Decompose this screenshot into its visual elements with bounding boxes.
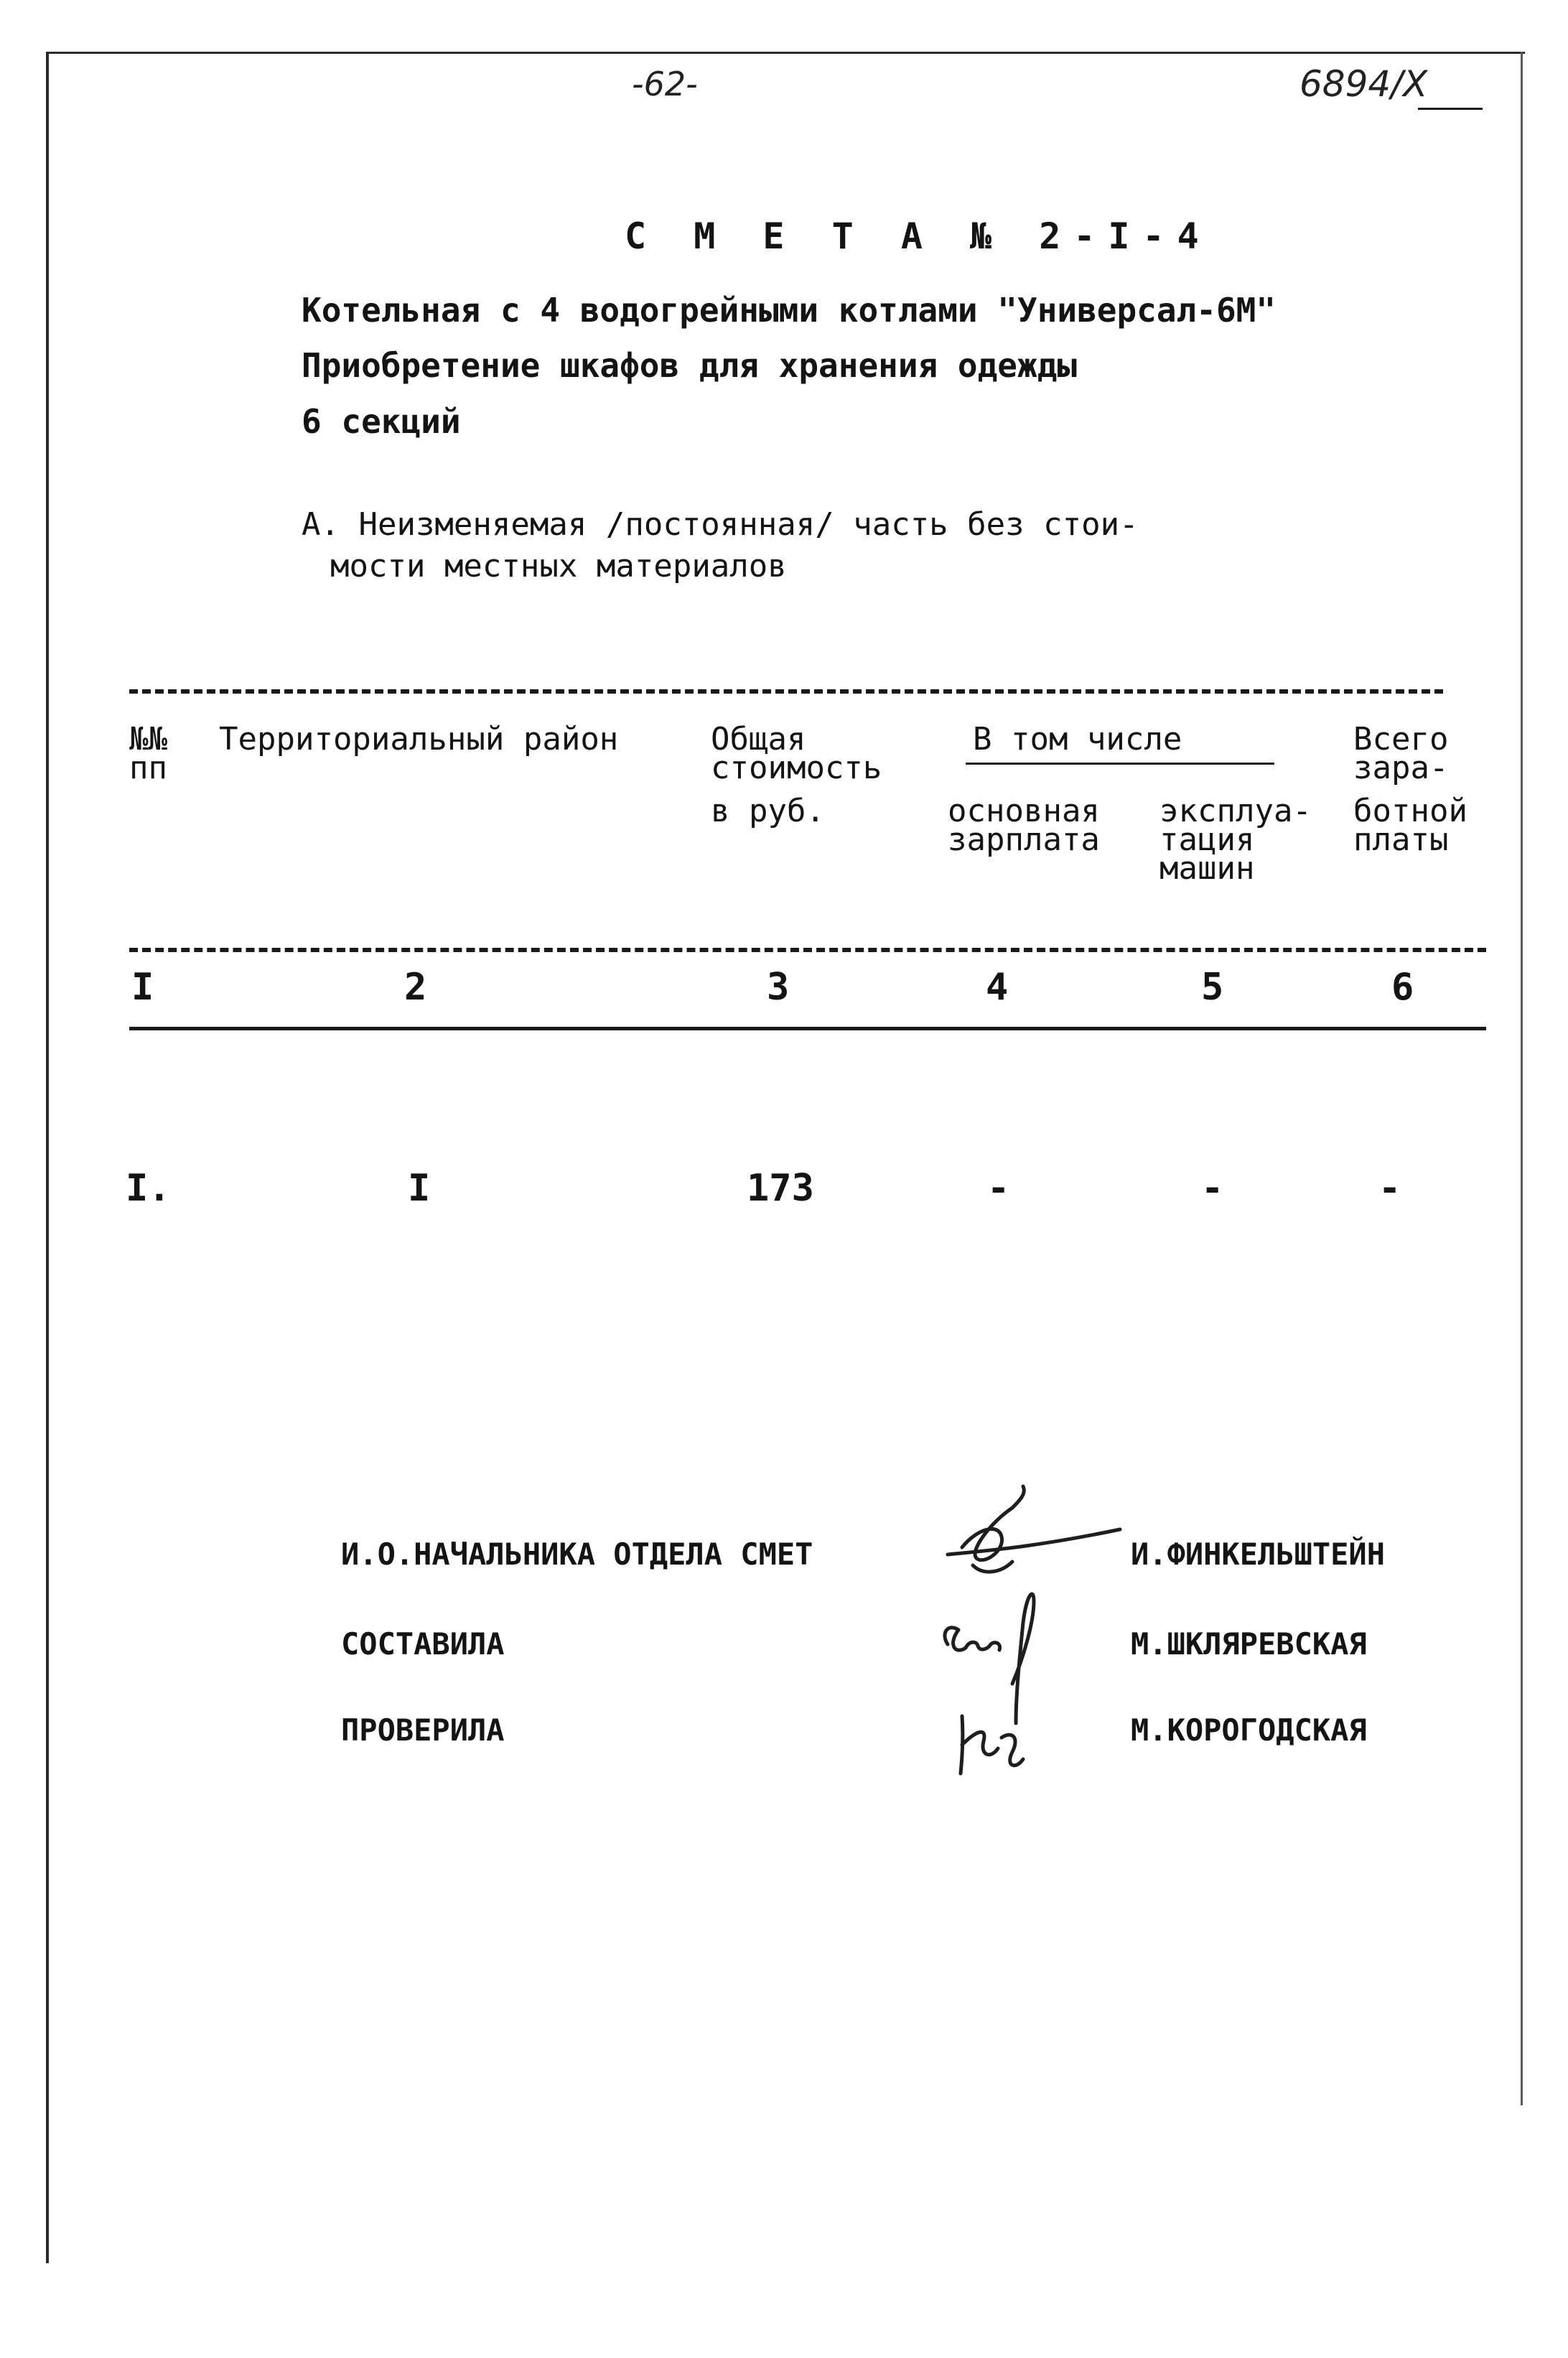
header-including-underline — [966, 763, 1274, 765]
header-district: Территориальный район — [219, 721, 619, 758]
signature-role-2: СОСТАВИЛА — [341, 1626, 505, 1662]
header-total-line-2: стоимость — [711, 750, 882, 786]
header-machine-line-2: тация — [1159, 821, 1255, 858]
header-machine-line-3: машин — [1159, 850, 1255, 887]
header-wages-line-1: Всего — [1353, 721, 1449, 758]
header-num-line-2: пп — [129, 750, 167, 786]
column-number-5: 5 — [1201, 966, 1224, 1009]
page-border-top — [46, 52, 1525, 54]
column-number-2: 2 — [404, 966, 427, 1009]
handwritten-signatures — [933, 1479, 1149, 1781]
signature-role-3: ПРОВЕРИЛА — [341, 1712, 505, 1748]
header-total-line-1: Общая — [711, 721, 806, 758]
signature-mark-2 — [945, 1628, 1000, 1650]
signature-name-1: И.ФИНКЕЛЬШТЕЙН — [1131, 1537, 1386, 1572]
row-total: 173 — [747, 1167, 814, 1210]
row-total-wages: - — [1378, 1167, 1401, 1210]
row-basic-salary: - — [987, 1167, 1010, 1210]
column-number-3: 3 — [767, 966, 790, 1009]
archive-number-underline — [1418, 108, 1483, 110]
header-basic-salary-line-1: основная — [948, 793, 1100, 829]
row-district: I — [408, 1167, 431, 1210]
column-numbers-rule — [129, 1027, 1486, 1030]
header-wages-line-2: зара- — [1353, 750, 1449, 786]
signature-mark-3 — [961, 1716, 1023, 1774]
subtitle-line-3: 6 секций — [302, 402, 461, 441]
section-line-2: мости местных материалов — [330, 548, 787, 584]
column-number-4: 4 — [986, 966, 1009, 1009]
page-border-right — [1521, 52, 1523, 2105]
signature-name-3: М.КОРОГОДСКАЯ — [1131, 1712, 1367, 1748]
column-number-6: 6 — [1391, 966, 1414, 1009]
header-wages-line-3: ботной — [1353, 793, 1467, 829]
header-wages-line-4: платы — [1353, 821, 1449, 858]
table-top-rule — [129, 689, 1443, 694]
page-border-left — [46, 52, 49, 2263]
header-basic-salary-line-2: зарплата — [948, 821, 1100, 858]
page-number: -62- — [632, 65, 698, 103]
header-num-line-1: №№ — [129, 721, 167, 758]
document-title: С М Е Т А № 2-I-4 — [625, 215, 1212, 257]
header-machine-line-1: эксплуа- — [1159, 793, 1312, 829]
header-total-line-3: в руб. — [711, 793, 825, 829]
archive-number: 6894/X — [1299, 63, 1428, 105]
column-number-1: I — [131, 966, 154, 1009]
subtitle-line-2: Приобретение шкафов для хранения одежды — [302, 346, 1078, 385]
header-bottom-rule — [129, 948, 1486, 952]
section-line-1: А. Неизменяемая /постоянная/ часть без стои- — [302, 506, 1139, 543]
signature-name-2: М.ШКЛЯРЕВСКАЯ — [1131, 1626, 1367, 1662]
subtitle-line-1: Котельная с 4 водогрейными котлами "Универсал-6М" — [302, 291, 1277, 330]
header-including: В том числе — [973, 721, 1182, 758]
row-num: I. — [126, 1167, 171, 1210]
signature-role-1: И.О.НАЧАЛЬНИКА ОТДЕЛА СМЕТ — [341, 1537, 813, 1572]
row-machine-operation: - — [1201, 1167, 1224, 1210]
